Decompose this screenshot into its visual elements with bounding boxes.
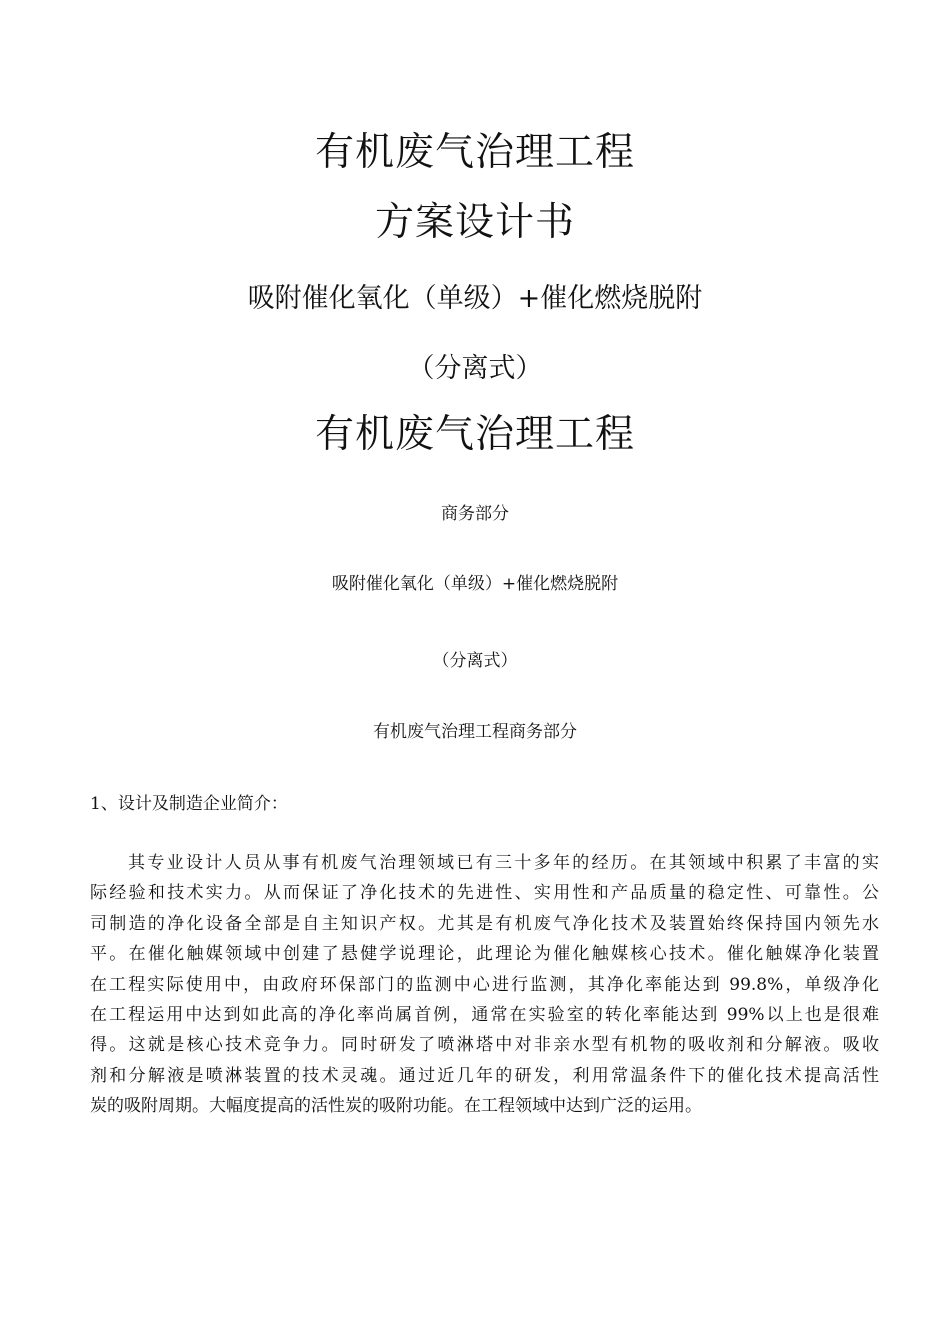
process-label: 吸附催化氧化（单级）+催化燃烧脱附 [331, 574, 619, 594]
paragraph-line: 际经验和技术实力。从而保证了净化技术的先进性、实用性和产品质量的稳定性、可靠性。公 [90, 883, 879, 904]
paragraph-line: 得。这就是核心技术竞争力。同时研发了喷淋塔中对非亲水型有机物的吸收剂和分解液。吸收 [90, 1035, 879, 1056]
paragraph-line: 在工程运用中达到如此高的净化率尚属首例，通常在实验室的转化率能达到 99%以上也是很难 [90, 1005, 879, 1026]
paragraph-line: 炭的吸附周期。大幅度提高的活性炭的吸附功能。在工程领域中达到广泛的运用。 [90, 1096, 702, 1117]
cover-subtitle-process: 吸附催化氧化（单级）+催化燃烧脱附 [247, 283, 703, 314]
paragraph-line: 其专业设计人员从事有机废气治理领域已有三十多年的经历。在其领域中积累了丰富的实 [128, 853, 879, 873]
cover-title-line1: 有机废气治理工程 [314, 130, 635, 175]
cover-title-line2: 方案设计书 [374, 200, 575, 245]
business-part-label: 商务部分 [441, 504, 509, 524]
cover-subtitle-type: （分离式） [407, 353, 543, 384]
type-label: （分离式） [432, 651, 518, 671]
project-business-label: 有机废气治理工程商务部分 [373, 722, 577, 742]
section-heading: 1、设计及制造企业简介： [90, 794, 288, 814]
paragraph-line: 剂和分解液是喷淋装置的技术灵魂。通过近几年的研发，利用常温条件下的催化技术提高活性 [90, 1065, 879, 1086]
paragraph-line: 在工程实际使用中，由政府环保部门的监测中心进行监测，其净化率能达到 99.8%，单级净化 [90, 974, 879, 995]
cover-title-repeat: 有机废气治理工程 [314, 412, 635, 457]
paragraph-line: 司制造的净化设备全部是自主知识产权。尤其是有机废气净化技术及装置始终保持国内领先水 [90, 913, 879, 934]
paragraph-line: 平。在催化触媒领域中创建了悬健学说理论，此理论为催化触媒核心技术。催化触媒净化装置 [90, 944, 879, 965]
company-intro-paragraph [90, 848, 879, 1122]
